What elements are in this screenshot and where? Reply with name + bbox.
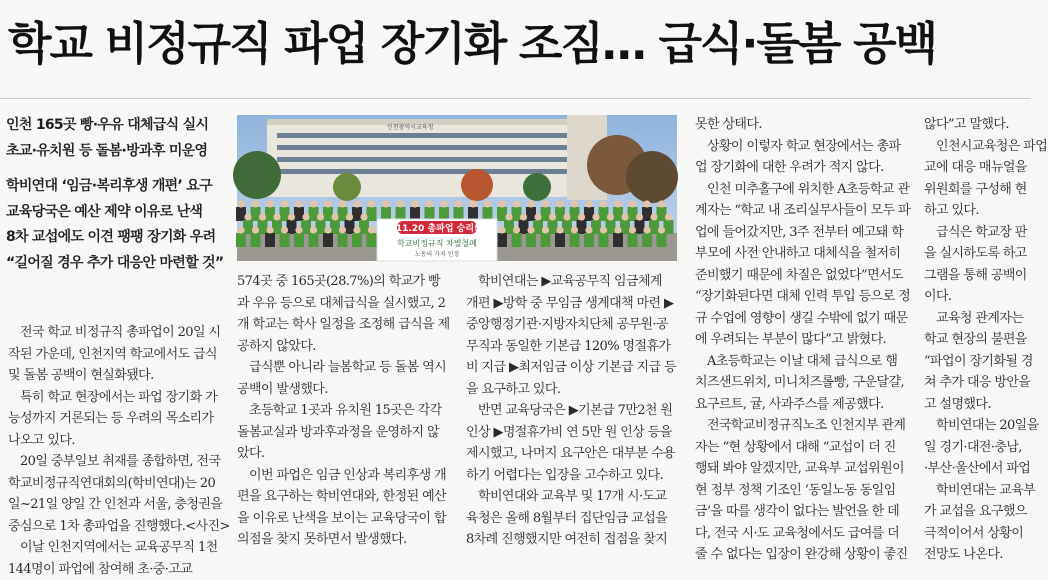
crowd-person-head: [513, 200, 520, 207]
article-line: 못한 상태다.: [695, 114, 907, 136]
crowd-person: [330, 220, 340, 234]
crowd-person-head: [650, 213, 657, 220]
article-line: 이번 파업은 임금 인상과 복리후생 개: [237, 465, 449, 487]
crowd-person: [497, 207, 507, 221]
crowd-person: [497, 233, 507, 247]
article-line: 574곳 중 165곳(28.7%)의 학교가 빵: [237, 271, 449, 293]
article-column-5: [924, 114, 1031, 566]
crowd-person: [352, 233, 362, 247]
crowd-person-head: [629, 226, 636, 233]
article-line: 급식뿐 아니라 늘봄학교 등 돌봄 역시: [237, 357, 449, 379]
article-line: A초등학교는 이날 대체 급식으로 햄: [695, 351, 907, 373]
headline: 학교 비정규직 파업 장기화 조짐… 급식·돌봄 공백: [8, 14, 1048, 74]
crowd-person: [338, 233, 348, 247]
crowd-person: [657, 207, 667, 221]
article-line: 개 학교는 학사 일정을 조정해 급식을 제: [237, 314, 449, 336]
article-line: 8차례 진행했지만 여전히 접점을 찾지: [466, 529, 678, 551]
article-line: 학교비정규직연대회의(학비연대)는 20: [8, 473, 220, 495]
article-line: 학비연대는 교육부: [924, 480, 1031, 502]
crowd-person-head: [614, 226, 621, 233]
article-line: 능성까지 거론되는 등 우려의 목소리가: [8, 408, 220, 430]
crowd-person-head: [505, 213, 512, 220]
article-line: 요구르트, 귤, 사과주스를 제공했다.: [695, 394, 907, 416]
crowd-person-head: [484, 200, 491, 207]
crowd-person: [570, 233, 580, 247]
article-line: 및 돌봄 공백이 현실화됐다.: [8, 365, 220, 387]
article-line: 규 수업에 영향이 생길 수밖에 없기 때문: [695, 308, 907, 330]
article-line: 일 경기·대전·충남,: [924, 437, 1031, 459]
article-column-1: [8, 322, 220, 580]
crowd-person: [265, 233, 275, 247]
article-line: 하고 있다.: [924, 200, 1031, 222]
crowd-person-head: [295, 226, 302, 233]
crowd-person: [577, 220, 587, 234]
crowd-person: [512, 207, 522, 221]
article-line: 부모에 사전 안내하고 대체식을 철저히: [695, 243, 907, 265]
building-sign: 인천광역시교육청: [387, 123, 433, 131]
crowd-person-head: [360, 213, 367, 220]
crowd-person: [251, 233, 261, 247]
crowd-person-head: [310, 200, 317, 207]
article-line: 제시했고, 나머지 요구안은 대부분 수용: [466, 443, 678, 465]
article-line: 쳐 추가 대응 방안을: [924, 372, 1031, 394]
crowd-person: [584, 233, 594, 247]
article-line: “장기화된다면 대체 인력 투입 등으로 정: [695, 286, 907, 308]
crowd-person-head: [629, 200, 636, 207]
crowd-person-head: [520, 213, 527, 220]
crowd-person: [642, 207, 652, 221]
crowd-person-head: [244, 213, 251, 220]
crowd-person: [649, 220, 659, 234]
article-line: 인천 미추홀구에 위치한 A초등학교 관: [695, 179, 907, 201]
article-line: 을 이유로 난색을 보이는 교육당국이 합: [237, 508, 449, 530]
crowd-person-head: [346, 213, 353, 220]
crowd-person: [272, 220, 282, 234]
crowd-person-head: [534, 213, 541, 220]
svg-text:11.20 총파업 승리!: 11.20 총파업 승리!: [396, 222, 478, 234]
article-line: 았다.: [237, 443, 449, 465]
crowd-person: [265, 207, 275, 221]
crowd-person: [280, 233, 290, 247]
crowd-person-head: [600, 226, 607, 233]
crowd-person: [642, 233, 652, 247]
crowd-person: [243, 220, 253, 234]
crowd-person: [526, 207, 536, 221]
article-line: 극적이어서 상황이: [924, 523, 1031, 545]
crowd-person: [316, 220, 326, 234]
crowd-person: [606, 220, 616, 234]
crowd-person-head: [259, 213, 266, 220]
article-line: 교에 대응 매뉴얼을: [924, 157, 1031, 179]
subheadline: 초교·유치원 등 돌봄·방과후 미운영: [6, 139, 226, 165]
crowd-person-head: [578, 213, 585, 220]
crowd-person: [657, 233, 667, 247]
crowd-person: [555, 233, 565, 247]
crowd-person: [367, 207, 377, 221]
crowd-person-head: [571, 226, 578, 233]
article-line: 준비했기 때문에 차질은 없었다”면서도: [695, 265, 907, 287]
crowd-person: [555, 207, 565, 221]
crowd-person-head: [556, 226, 563, 233]
crowd-person-head: [542, 226, 549, 233]
crowd-person: [338, 207, 348, 221]
crowd-person-head: [498, 200, 505, 207]
crowd-person-head: [339, 200, 346, 207]
svg-text:학교비정규직 차별철폐: 학교비정규직 차별철폐: [397, 238, 477, 248]
article-line: 그램을 통해 공백이: [924, 265, 1031, 287]
article-line: 20일 중부일보 취재를 종합하면, 전국: [8, 451, 220, 473]
crowd-person: [562, 220, 572, 234]
crowd-person-head: [331, 213, 338, 220]
article-line: 공백이 발생했다.: [237, 379, 449, 401]
article-line: 무직과 동일한 기본급 120% 명절휴가: [466, 336, 678, 358]
crowd-person: [628, 207, 638, 221]
article-line: 다, 전국 시·도 교육청에서도 급여를 더: [695, 523, 907, 545]
article-line: 일~21일 양일 간 인천과 서울, 충청권을: [8, 494, 220, 516]
crowd-person-head: [585, 200, 592, 207]
crowd-person-head: [658, 200, 665, 207]
article-line: 을 실시하도록 하고: [924, 243, 1031, 265]
subheadline: “길어질 경우 추가 대응안 마련할 것”: [6, 251, 226, 277]
crowd-person-head: [281, 226, 288, 233]
crowd-person: [533, 220, 543, 234]
crowd-person: [352, 207, 362, 221]
article-column-4: [695, 114, 907, 566]
article-line: 전국 학교 비정규직 총파업이 20일 시: [8, 322, 220, 344]
crowd-person-head: [310, 226, 317, 233]
svg-text:노동의 가치 인정: 노동의 가치 인정: [415, 250, 459, 258]
crowd-person-head: [252, 200, 259, 207]
crowd-person-head: [658, 226, 665, 233]
article-line: 초등학교 1곳과 유치원 15곳은 각각: [237, 400, 449, 422]
article-line: 에 우려되는 부분이 많다”고 밝혔다.: [695, 329, 907, 351]
article-line: ·부산·울산에서 파업: [924, 458, 1031, 480]
crowd-person-head: [440, 200, 447, 207]
crowd-person: [620, 220, 630, 234]
headline-divider: [0, 98, 1031, 99]
crowd-person-head: [353, 200, 360, 207]
article-line: 계자는 “학교 내 조리실무사들이 모두 파: [695, 200, 907, 222]
crowd-person-head: [411, 200, 418, 207]
crowd-person-head: [455, 200, 462, 207]
crowd-person-head: [636, 213, 643, 220]
article-line: 편을 요구하는 학비연대와, 한정된 예산: [237, 486, 449, 508]
crowd-person: [613, 233, 623, 247]
news-photo: [237, 115, 677, 261]
crowd-person-head: [252, 226, 259, 233]
article-line: 자는 “현 상황에서 대해 “교섭이 더 진: [695, 437, 907, 459]
crowd-person-head: [324, 226, 331, 233]
subheadlines: [6, 113, 226, 276]
article-line: 급식은 학교장 판: [924, 222, 1031, 244]
article-line: 이다.: [924, 286, 1031, 308]
crowd-person: [541, 207, 551, 221]
crowd-person: [504, 220, 514, 234]
crowd-person-head: [368, 226, 375, 233]
article-line: 돌봄교실과 방과후과정을 운영하지 않: [237, 422, 449, 444]
article-line: 치즈샌드위치, 미니치즈롤빵, 구운달걀,: [695, 372, 907, 394]
article-line: 금’을 따를 생각이 없다는 발언을 한 데: [695, 501, 907, 523]
article-line: 전망도 나온다.: [924, 544, 1031, 566]
crowd-person-head: [266, 226, 273, 233]
crowd-person: [323, 207, 333, 221]
protest-banner: [377, 219, 497, 261]
article-line: 의점을 찾지 못하면서 발생했다.: [237, 529, 449, 551]
crowd-person: [613, 207, 623, 221]
crowd-person: [570, 207, 580, 221]
crowd-person: [541, 233, 551, 247]
crowd-person-head: [273, 213, 280, 220]
crowd-person: [635, 220, 645, 234]
crowd-person-head: [317, 213, 324, 220]
crowd-person: [251, 207, 261, 221]
article-line: 중심으로 1차 총파업을 진행했다.<사진>: [8, 516, 220, 538]
article-line: 을 요구하고 있다.: [466, 379, 678, 401]
crowd-person: [664, 220, 674, 234]
article-line: 현 정부 정책 기조인 ‘동일노동 동일임: [695, 480, 907, 502]
article-line: 학교 현장의 불편을: [924, 329, 1031, 351]
article-line: 않다”고 말했다.: [924, 114, 1031, 136]
subheadline: 학비연대 ‘임금·복리후생 개편’ 요구: [6, 174, 226, 200]
crowd-person-head: [607, 213, 614, 220]
article-line: 상황이 이렇자 학교 현장에서는 총파: [695, 136, 907, 158]
crowd-person-head: [237, 200, 244, 207]
crowd-person: [599, 233, 609, 247]
article-line: 하기 어렵다는 입장을 고수하고 있다.: [466, 465, 678, 487]
article-line: 이날 인천지역에서는 교육공무직 1천: [8, 537, 220, 559]
crowd-person-head: [368, 200, 375, 207]
crowd-person: [280, 207, 290, 221]
crowd-person-head: [542, 200, 549, 207]
subheadline: 8차 교섭에도 이견 팽팽 장기화 우려: [6, 225, 226, 251]
article-line: 고 설명했다.: [924, 394, 1031, 416]
crowd-person: [309, 233, 319, 247]
article-line: 144명이 파업에 참여해 초·중·고교: [8, 559, 220, 580]
crowd-person-head: [571, 200, 578, 207]
article-line: 비 지급 ▶최저임금 이상 기본급 지급 등: [466, 357, 678, 379]
crowd-person-head: [302, 213, 309, 220]
article-line: 학비연대는 ▶교육공무직 임금체계: [466, 271, 678, 293]
crowd-person-head: [592, 213, 599, 220]
article-line: 인상 ▶명절휴가비 연 5만 원 인상 등을: [466, 422, 678, 444]
crowd-person: [584, 207, 594, 221]
article-line: 과 우유 등으로 대체급식을 실시했고, 2: [237, 293, 449, 315]
crowd-person-head: [563, 213, 570, 220]
crowd-person: [359, 220, 369, 234]
crowd-person: [548, 220, 558, 234]
article-line: 작된 가운데, 인천지역 학교에서도 급식: [8, 344, 220, 366]
crowd-person-head: [469, 200, 476, 207]
crowd-person-head: [426, 200, 433, 207]
crowd-person-head: [643, 200, 650, 207]
article-line: 학비연대와 교육부 및 17개 시·도교: [466, 486, 678, 508]
crowd-person-head: [339, 226, 346, 233]
crowd-person: [294, 207, 304, 221]
crowd-person-head: [643, 226, 650, 233]
article-line: 업에 들어갔지만, 3주 전부터 예고돼 학: [695, 222, 907, 244]
article-line: “파업이 장기화될 경: [924, 351, 1031, 373]
article-line: 육청은 올해 8월부터 집단임금 교섭을: [466, 508, 678, 530]
crowd-person-head: [382, 200, 389, 207]
subheadline: 인천 165곳 빵·우유 대체급식 실시: [6, 113, 226, 139]
article-line: 반면 교육당국은 ▶기본급 7만2천 원: [466, 400, 678, 422]
crowd-person: [512, 233, 522, 247]
crowd-person: [345, 220, 355, 234]
article-column-3: [466, 271, 678, 551]
crowd-person-head: [556, 200, 563, 207]
crowd-person-head: [288, 213, 295, 220]
crowd-person: [287, 220, 297, 234]
article-line: 행돼 봐야 알겠지만, 교육부 교섭위원이: [695, 458, 907, 480]
crowd-person: [236, 207, 246, 221]
crowd-person: [323, 233, 333, 247]
crowd-person-head: [397, 200, 404, 207]
article-line: 특히 학교 현장에서는 파업 장기화 가: [8, 387, 220, 409]
crowd-person: [628, 233, 638, 247]
crowd-person-head: [527, 226, 534, 233]
crowd-person: [526, 233, 536, 247]
crowd-person: [301, 220, 311, 234]
crowd-person-head: [621, 213, 628, 220]
article-line: 줄 수 없다는 입장이 완강해 상황이 좋진: [695, 544, 907, 566]
crowd-person-head: [513, 226, 520, 233]
crowd-person-head: [665, 213, 672, 220]
crowd-person-head: [237, 226, 244, 233]
crowd-person: [519, 220, 529, 234]
article-line: 인천시교육청은 파업: [924, 136, 1031, 158]
crowd-person-head: [585, 226, 592, 233]
article-line: 위원회를 구성해 현: [924, 179, 1031, 201]
crowd-person-head: [353, 226, 360, 233]
article-line: 가 교섭을 요구했으: [924, 501, 1031, 523]
crowd-person-head: [498, 226, 505, 233]
article-line: 교육청 관계자는: [924, 308, 1031, 330]
crowd-person: [367, 233, 377, 247]
subheadline: 교육당국은 예산 제약 이유로 난색: [6, 200, 226, 226]
article-line: 중앙행정기관·지방자치단체 공무원·공: [466, 314, 678, 336]
protest-photo-illustration: [237, 115, 677, 261]
article-line: 학비연대는 20일을: [924, 415, 1031, 437]
crowd-person-head: [324, 200, 331, 207]
article-line: 개편 ▶방학 중 무임금 생계대책 마련 ▶: [466, 293, 678, 315]
crowd-person-head: [549, 213, 556, 220]
crowd-person: [236, 233, 246, 247]
article-line: 공하지 않았다.: [237, 336, 449, 358]
crowd-person-head: [600, 200, 607, 207]
crowd-person-head: [527, 200, 534, 207]
article-line: 나오고 있다.: [8, 430, 220, 452]
crowd-person-head: [266, 200, 273, 207]
article-column-2: [237, 271, 449, 551]
crowd-person-head: [281, 200, 288, 207]
crowd-person: [599, 207, 609, 221]
article-line: 전국학교비정규직노조 인천지부 관계: [695, 415, 907, 437]
crowd-person-head: [614, 200, 621, 207]
crowd-person: [309, 207, 319, 221]
article-line: 업 장기화에 대한 우려가 적지 않다.: [695, 157, 907, 179]
crowd-person: [258, 220, 268, 234]
crowd-person: [591, 220, 601, 234]
crowd-person: [294, 233, 304, 247]
crowd-person-head: [295, 200, 302, 207]
